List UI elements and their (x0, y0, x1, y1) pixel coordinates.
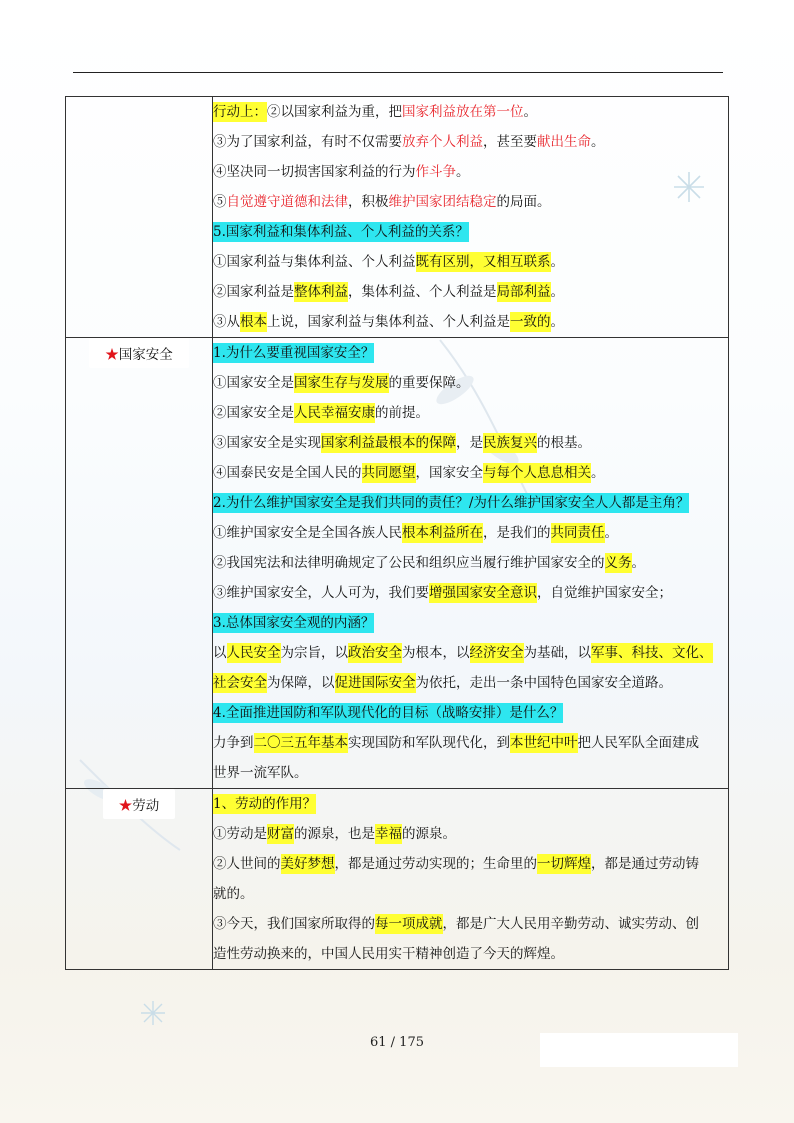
highlighted-text: 促进国际安全 (334, 675, 416, 691)
highlighted-text: 本世纪中叶 (510, 735, 578, 751)
question-heading: 4.全面推进国防和军队现代化的目标（战略安排）是什么？ (213, 705, 564, 721)
content-line (213, 698, 728, 728)
content-line (213, 398, 728, 428)
text-segment: 为宗旨，以 (280, 645, 348, 661)
text-segment: 。 (456, 164, 470, 180)
text-segment: 上说，国家利益与集体利益、个人利益是 (267, 314, 510, 330)
highlighted-text: 幸福 (375, 826, 402, 842)
highlighted-text: 行动上： (213, 104, 267, 120)
text-segment: ⑤ (213, 194, 227, 210)
content-line (213, 97, 728, 127)
row-label-text: 劳动 (132, 798, 160, 814)
text-segment: 。 (523, 104, 537, 120)
content-line (213, 488, 728, 518)
text-segment: ②以国家利益为重，把 (267, 104, 402, 120)
highlighted-text: 社会安全 (213, 675, 267, 691)
text-segment: 。 (550, 284, 564, 300)
content-line (213, 608, 728, 638)
content-line (213, 578, 728, 608)
content-line (213, 728, 728, 758)
text-segment: 为依托，走出一条中国特色国家安全道路。 (415, 675, 672, 691)
text-segment: 造性劳动换来的，中国人民用实干精神创造了今天的辉煌。 (213, 946, 564, 962)
highlighted-text: 人民安全 (226, 645, 281, 661)
text-segment: ②我国宪法和法律明确规定了公民和组织应当履行维护国家安全的 (213, 555, 605, 571)
highlighted-text: 局部利益 (496, 284, 551, 300)
content-line (213, 668, 728, 698)
text-segment: ③为了国家利益，有时不仅需要 (213, 134, 402, 150)
content-line (213, 127, 728, 157)
text-segment: ①维护国家安全是全国各族人民 (213, 525, 402, 541)
text-segment: 。 (591, 134, 605, 150)
text-segment: 就的。 (213, 886, 254, 902)
row-label-cell (66, 338, 213, 789)
text-segment: ，是我们的 (483, 525, 551, 541)
text-segment: ，都是通过劳动实现的；生命里的 (334, 856, 537, 872)
content-line (213, 638, 728, 668)
content-table (65, 96, 729, 970)
header-rule (73, 72, 723, 73)
text-segment: ②国家利益是 (213, 284, 294, 300)
highlighted-text: 增强国家安全意识 (429, 585, 537, 601)
text-segment: ，甚至要 (483, 134, 537, 150)
highlighted-text: 财富 (267, 826, 294, 842)
highlighted-text: 每一项成就 (375, 916, 443, 932)
text-segment: 实现国防和军队现代化，到 (348, 735, 510, 751)
text-segment: 的源泉，也是 (294, 826, 375, 842)
row-label-cell (66, 789, 213, 970)
content-line (213, 789, 728, 819)
content-line (213, 939, 728, 969)
highlighted-text: 美好梦想 (280, 856, 335, 872)
text-segment: ②国家安全是 (213, 405, 294, 421)
table-row (66, 338, 729, 789)
highlighted-text: 整体利益 (294, 284, 348, 300)
text-segment: ④坚决同一切损害国家利益的行为 (213, 164, 416, 180)
row-label-cell (66, 97, 213, 338)
text-segment: 。 (591, 465, 605, 481)
emphasis-text: 国家利益放在第一位 (402, 104, 524, 120)
text-segment: ，集体利益、个人利益是 (348, 284, 497, 300)
text-segment: ，都是通过劳动铸 (591, 856, 699, 872)
emphasis-text: 自觉遵守道德和法律 (226, 194, 348, 210)
text-segment: 以 (213, 645, 227, 661)
text-segment: ①劳动是 (213, 826, 267, 842)
content-line (213, 307, 728, 337)
content-line (213, 909, 728, 939)
row-label (89, 338, 189, 368)
text-segment: ，积极 (348, 194, 389, 210)
highlighted-text: 国家利益最根本的保障 (321, 435, 456, 451)
content-line (213, 157, 728, 187)
content-line (213, 338, 728, 368)
text-segment: 为保障，以 (267, 675, 335, 691)
page-number: 61 / 175 (370, 1035, 424, 1050)
table-row (66, 97, 729, 338)
text-segment: 。 (550, 314, 564, 330)
text-segment: 的局面。 (496, 194, 551, 210)
text-segment: 把人民军队全面建成 (577, 735, 699, 751)
content-line (213, 849, 728, 879)
text-segment: ③从 (213, 314, 240, 330)
question-heading: 2.为什么维护国家安全是我们共同的责任？/为什么维护国家安全人人都是主角？ (213, 495, 690, 511)
highlighted-text: 国家生存与发展 (294, 375, 389, 391)
text-segment: 的前提。 (375, 405, 429, 421)
text-segment: 为根本，以 (402, 645, 470, 661)
content-line (213, 458, 728, 488)
highlighted-text: 1、劳动的作用？ (213, 796, 317, 812)
highlighted-text: 共同责任 (550, 525, 605, 541)
highlighted-text: 与每个人息息相关 (483, 465, 591, 481)
highlighted-text: 民族复兴 (483, 435, 537, 451)
text-segment: ，国家安全 (415, 465, 483, 481)
text-segment: 的根基。 (537, 435, 591, 451)
highlighted-text: 人民幸福安康 (294, 405, 375, 421)
text-segment: 。 (604, 525, 618, 541)
text-segment: ③今天，我们国家所取得的 (213, 916, 375, 932)
text-segment: ③国家安全是实现 (213, 435, 321, 451)
highlighted-text: 一致的 (510, 314, 551, 330)
content-line (213, 518, 728, 548)
content-line (213, 758, 728, 788)
text-segment: ①国家利益与集体利益、个人利益 (213, 254, 416, 270)
content-line (213, 277, 728, 307)
row-content-cell (213, 789, 729, 970)
text-segment: ②人世间的 (213, 856, 281, 872)
question-heading: 1.为什么要重视国家安全？ (213, 345, 375, 361)
row-content-cell (213, 97, 729, 338)
text-segment: ，都是广大人民用辛勤劳动、诚实劳动、创 (442, 916, 699, 932)
text-segment: 的源泉。 (402, 826, 456, 842)
highlighted-text: 根本 (240, 314, 267, 330)
row-label (103, 789, 176, 819)
text-segment: ①国家安全是 (213, 375, 294, 391)
emphasis-text: 献出生命 (537, 134, 591, 150)
star-icon: ★ (118, 798, 133, 814)
highlighted-text: 一切辉煌 (537, 856, 591, 872)
content-line (213, 187, 728, 217)
highlighted-text: 经济安全 (469, 645, 524, 661)
emphasis-text: 维护国家团结稳定 (388, 194, 497, 210)
text-segment: ，自觉维护国家安全； (537, 585, 672, 601)
content-line (213, 819, 728, 849)
emphasis-text: 作斗争 (415, 164, 456, 180)
row-label-text: 国家安全 (118, 347, 173, 363)
highlighted-text: 既有区别，又相互联系 (415, 254, 551, 270)
table-row (66, 789, 729, 970)
text-segment: 世界一流军队。 (213, 765, 308, 781)
emphasis-text: 放弃个人利益 (402, 134, 483, 150)
content-line (213, 247, 728, 277)
text-segment: 。 (550, 254, 564, 270)
snowflake-decoration (140, 1000, 166, 1026)
text-segment: 力争到 (213, 735, 254, 751)
highlighted-text: 军事、科技、文化、 (591, 645, 713, 661)
text-segment: 的重要保障。 (388, 375, 470, 391)
text-segment: ③维护国家安全，人人可为，我们要 (213, 585, 429, 601)
text-segment: 为基础，以 (523, 645, 591, 661)
highlighted-text: 义务 (604, 555, 632, 571)
question-heading: 5.国家利益和集体利益、个人利益的关系？ (213, 224, 469, 240)
highlighted-text: 政治安全 (348, 645, 402, 661)
highlighted-text: 共同愿望 (361, 465, 416, 481)
content-line (213, 368, 728, 398)
highlighted-text: 根本利益所在 (402, 525, 483, 541)
content-line (213, 428, 728, 458)
content-line (213, 217, 728, 247)
row-content-cell (213, 338, 729, 789)
highlighted-text: 二〇三五年基本 (253, 735, 348, 751)
text-segment: ④国泰民安是全国人民的 (213, 465, 362, 481)
question-heading: 3.总体国家安全观的内涵？ (213, 615, 375, 631)
content-line (213, 879, 728, 909)
star-icon: ★ (105, 347, 119, 363)
text-segment: ，是 (456, 435, 483, 451)
content-line (213, 548, 728, 578)
text-segment: 。 (631, 555, 645, 571)
